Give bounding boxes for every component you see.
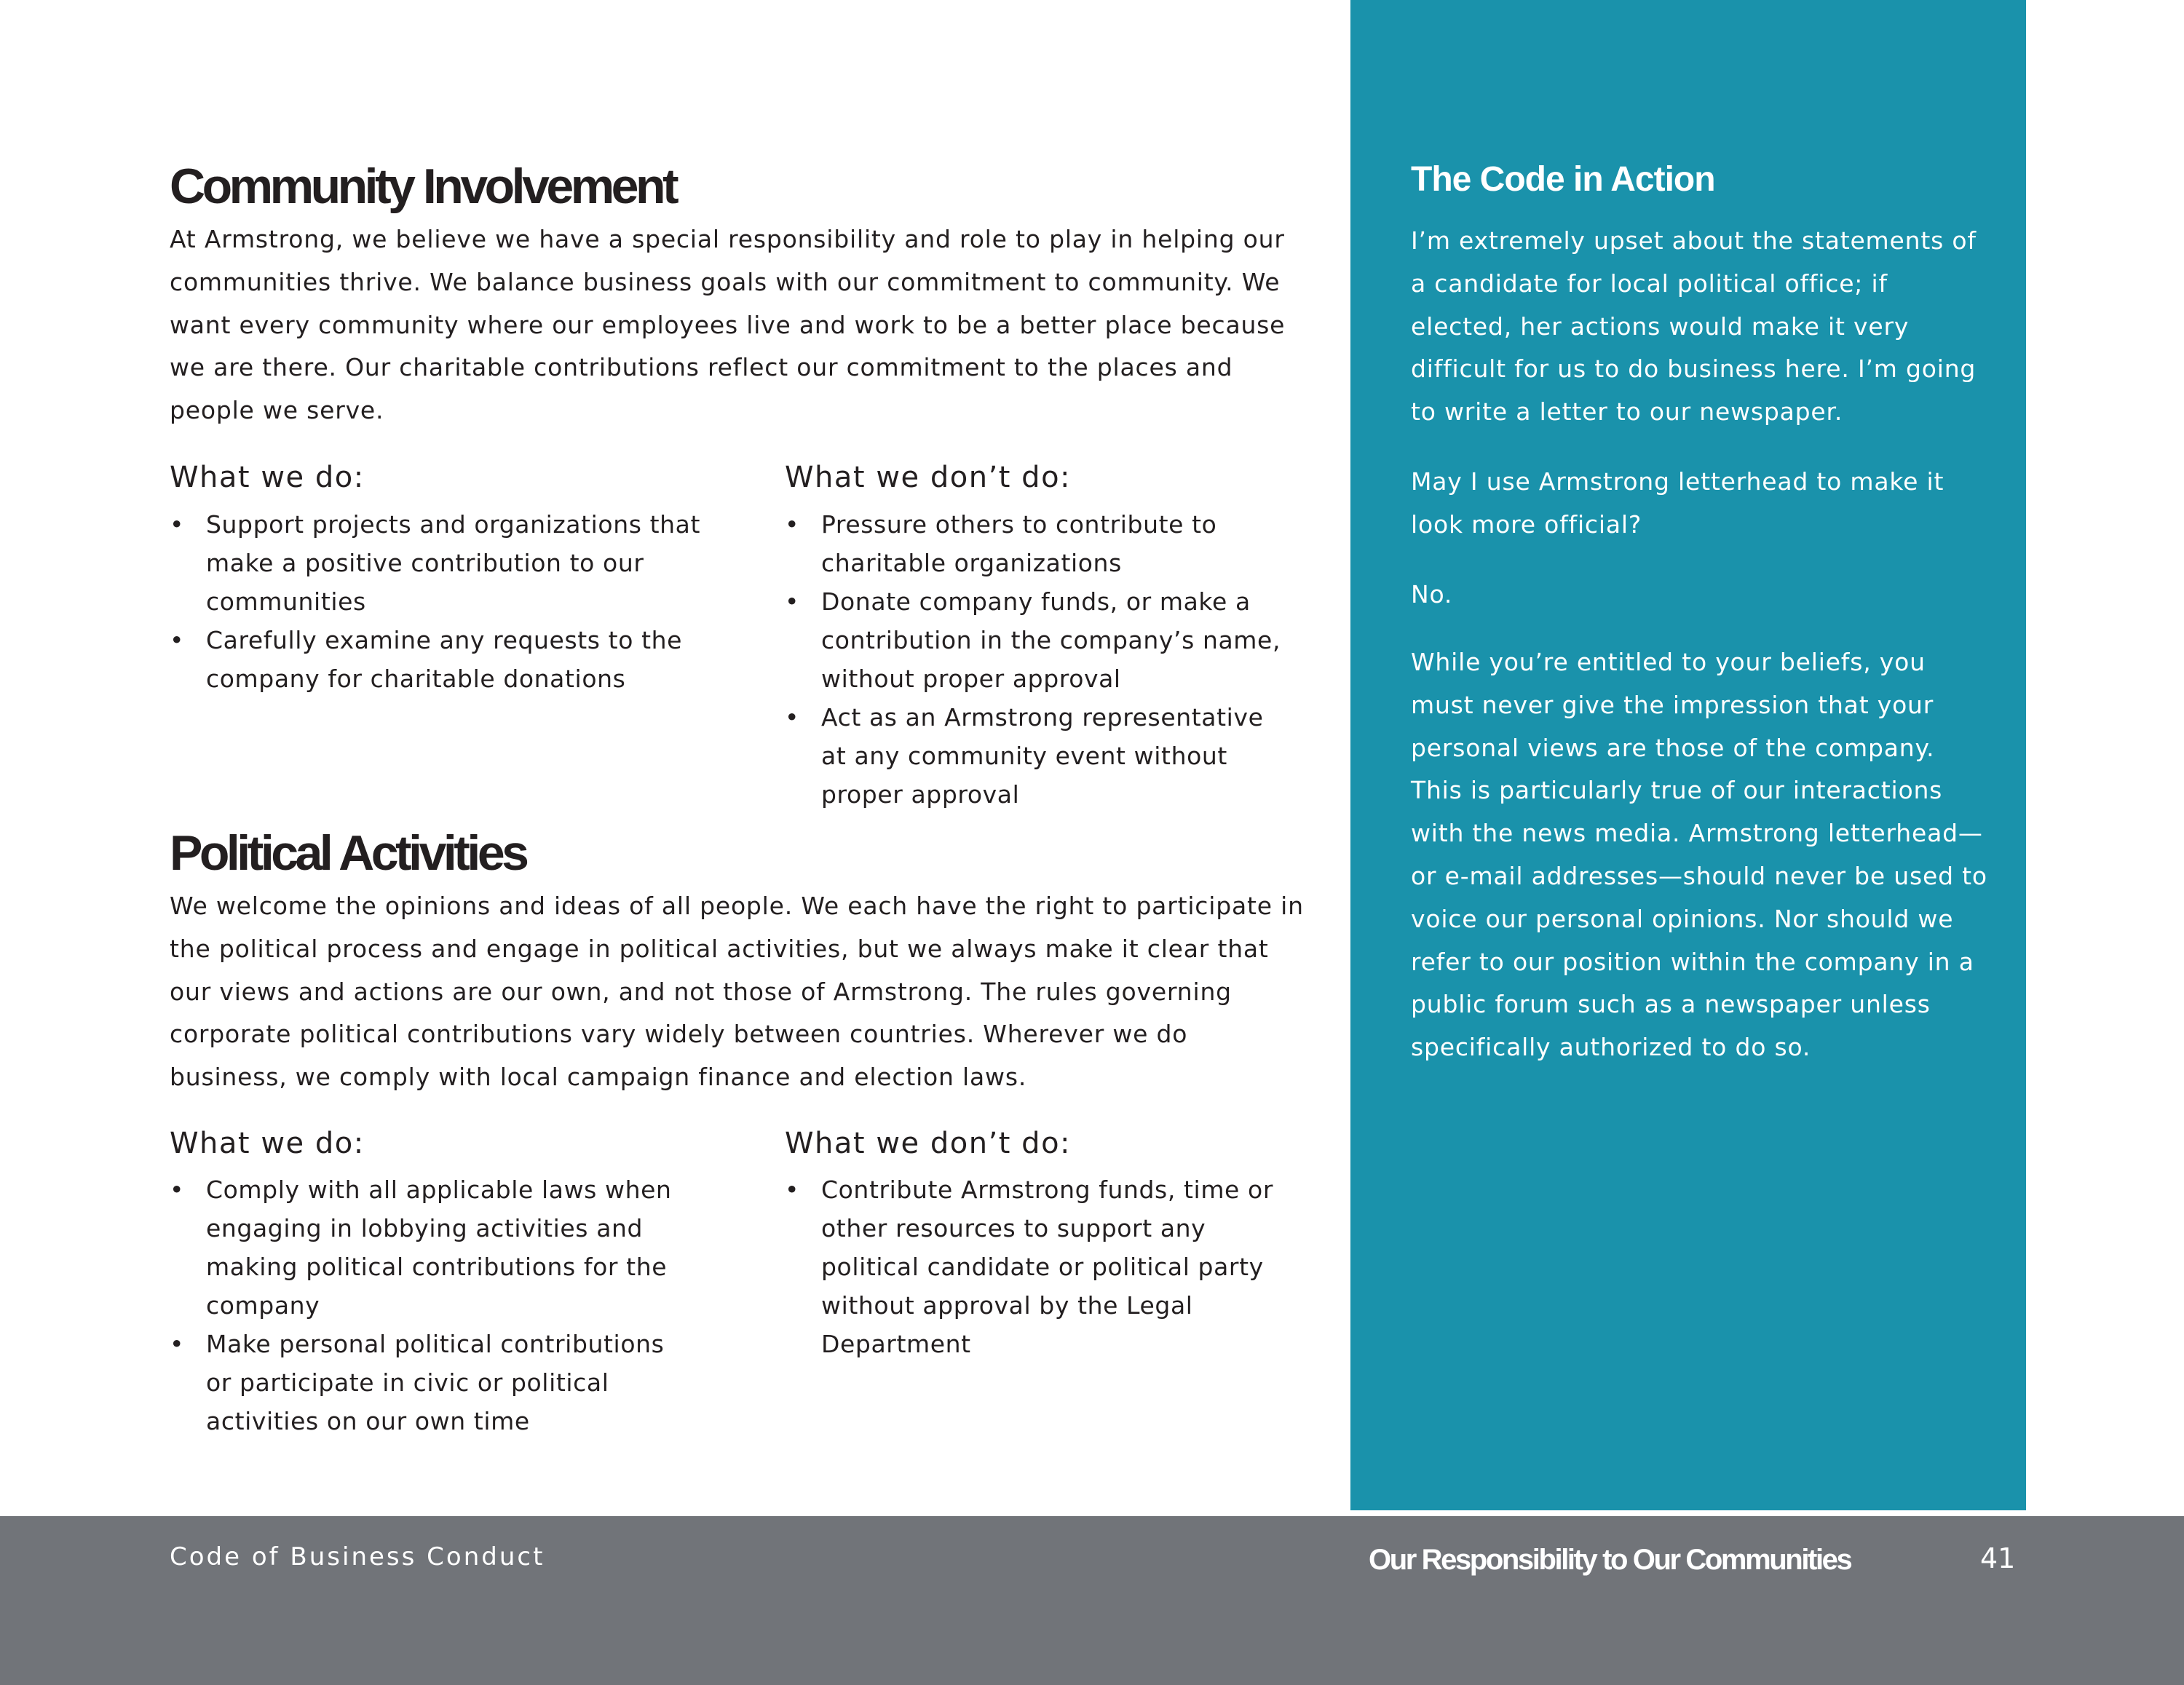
political-dont-heading: What we don’t do:: [785, 1127, 1072, 1160]
sidebar-explanation: While you’re entitled to your beliefs, you must never give the impression that your personal views are those of the company. This is particularly true of our interactions with the news media. Armstrong letterhead—or e-mail addresses—should never be used to voice our personal opinions. Nor should we refer to our position within the company in a public forum such as a newspaper unless specifically authorized to do so.: [1411, 648, 1987, 1062]
political-do-heading: What we do:: [170, 1127, 365, 1160]
list-item: • Pressure others to contribute to charitable organizations: [785, 505, 1294, 582]
list-item: • Comply with all applicable laws when engaging in lobbying activities and making political contributions for the company: [170, 1170, 694, 1325]
list-item: • Contribute Armstrong funds, time or other resources to support any political candidate or political party without approval by the Legal Department: [785, 1170, 1294, 1363]
community-title: Community Involvement: [170, 159, 676, 214]
community-dont-list: [785, 505, 1294, 814]
footer-section-title: Our Responsibility to Our Communities: [1369, 1544, 1851, 1576]
footer-doc-title: Code of Business Conduct: [170, 1542, 545, 1571]
sidebar-question: I’m extremely upset about the statements of a candidate for local political office; if elected, her actions would make it very difficult for us to do business here. I’m going to write a letter to our newspaper.: [1411, 226, 1977, 427]
sidebar-ask: May I use Armstrong letterhead to make it look more official?: [1411, 467, 1944, 539]
political-title: Political Activities: [170, 825, 526, 881]
list-item: • Donate company funds, or make a contribution in the company’s name, without proper approval: [785, 582, 1294, 698]
community-do-heading: What we do:: [170, 461, 365, 494]
list-item: • Make personal political contributions or participate in civic or political activities on our own time: [170, 1325, 694, 1440]
political-dont-list: [785, 1170, 1294, 1363]
page-number: 41: [1980, 1542, 2016, 1574]
political-do-list: [170, 1170, 694, 1440]
community-dont-heading: What we don’t do:: [785, 461, 1072, 494]
list-item: • Carefully examine any requests to the company for charitable donations: [170, 621, 730, 698]
list-item: • Support projects and organizations that make a positive contribution to our communities: [170, 505, 730, 621]
political-intro: We welcome the opinions and ideas of all people. We each have the right to participate in the political process and engage in political activities, but we always make it clear that our views and actions are our own, and not those of Armstrong. The rules governing corporate political contributions vary widely between countries. Wherever we do business, we comply with local campaign finance and election laws.: [170, 892, 1304, 1092]
code-in-action-sidebar: [1350, 0, 2026, 1510]
community-do-list: [170, 505, 730, 698]
list-item: • Act as an Armstrong representative at any community event without proper approval: [785, 698, 1294, 814]
sidebar-answer: No.: [1411, 580, 1453, 608]
page-footer: [0, 1516, 2184, 1685]
sidebar-title: The Code in Action: [1411, 160, 1715, 199]
community-intro: At Armstrong, we believe we have a special responsibility and role to play in helping our communities thrive. We balance business goals with our commitment to community. We want every community where our employees live and work to be a better place because we are there. Our charitable contributions reflect our commitment to the places and people we serve.: [170, 225, 1286, 425]
